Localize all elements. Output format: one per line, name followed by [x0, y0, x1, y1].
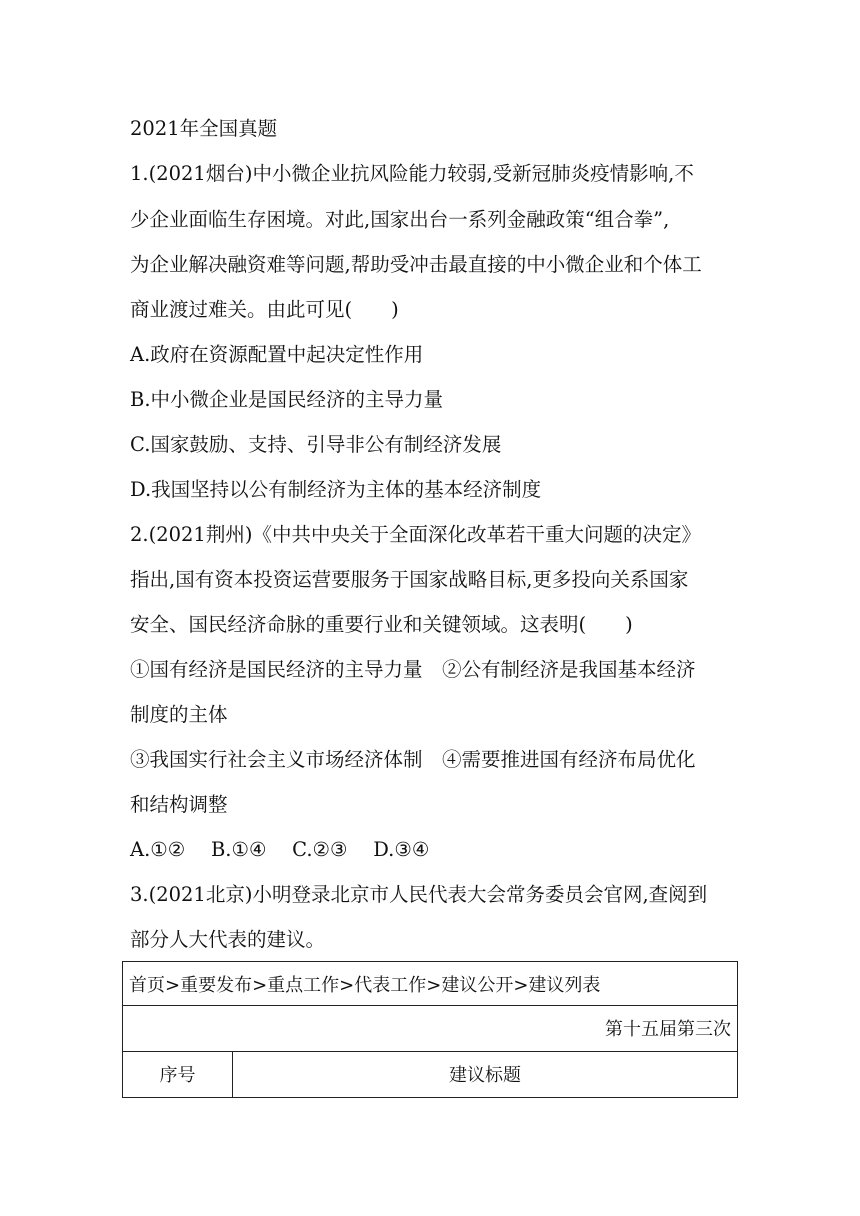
q2-line-7: 和结构调整: [130, 793, 228, 816]
q2-line-1: 2.(2021荆州)《中共中央关于全面深化改革若干重大问题的决定》: [130, 523, 701, 546]
q1-line-1: 1.(2021烟台)中小微企业抗风险能力较弱,受新冠肺炎疫情影响,不: [130, 162, 694, 185]
q2-line-4: ①国有经济是国民经济的主导力量 ②公有制经济是我国基本经济: [130, 658, 696, 681]
q3-line-2: 部分人大代表的建议。: [130, 928, 326, 951]
q1-option-a: A.政府在资源配置中起决定性作用: [130, 343, 424, 366]
q2-line-6: ③我国实行社会主义市场经济体制 ④需要推进国有经济布局优化: [130, 748, 696, 771]
q1-option-d: D.我国坚持以公有制经济为主体的基本经济制度: [130, 478, 542, 501]
q1-line-2: 少企业面临生存困境。对此,国家出台一系列金融政策“组合拳”,: [130, 208, 670, 231]
proposal-table: [122, 961, 738, 1098]
q1-option-c: C.国家鼓励、支持、引导非公有制经济发展: [130, 433, 502, 456]
q1-option-b: B.中小微企业是国民经济的主导力量: [130, 388, 444, 411]
section-title: 2021年全国真题: [130, 117, 278, 140]
q2-line-3: 安全、国民经济命脉的重要行业和关键领域。这表明( ): [130, 613, 633, 636]
q2-line-5: 制度的主体: [130, 703, 228, 726]
breadcrumb: 首页>重要发布>重点工作>代表工作>建议公开>建议列表: [123, 962, 738, 1006]
q3-line-1: 3.(2021北京)小明登录北京市人民代表大会常务委员会官网,查阅到: [130, 883, 708, 906]
q1-line-3: 为企业解决融资难等问题,帮助受冲击最直接的中小微企业和个体工: [130, 253, 702, 276]
column-header-no: 序号: [123, 1051, 233, 1097]
session-label: 第十五届第三次: [123, 1006, 738, 1051]
q2-options: A.①② B.①④ C.②③ D.③④: [130, 838, 430, 861]
column-header-title: 建议标题: [233, 1051, 738, 1097]
q2-line-2: 指出,国有资本投资运营要服务于国家战略目标,更多投向关系国家: [130, 568, 689, 591]
q1-line-4: 商业渡过难关。由此可见( ): [130, 298, 399, 321]
